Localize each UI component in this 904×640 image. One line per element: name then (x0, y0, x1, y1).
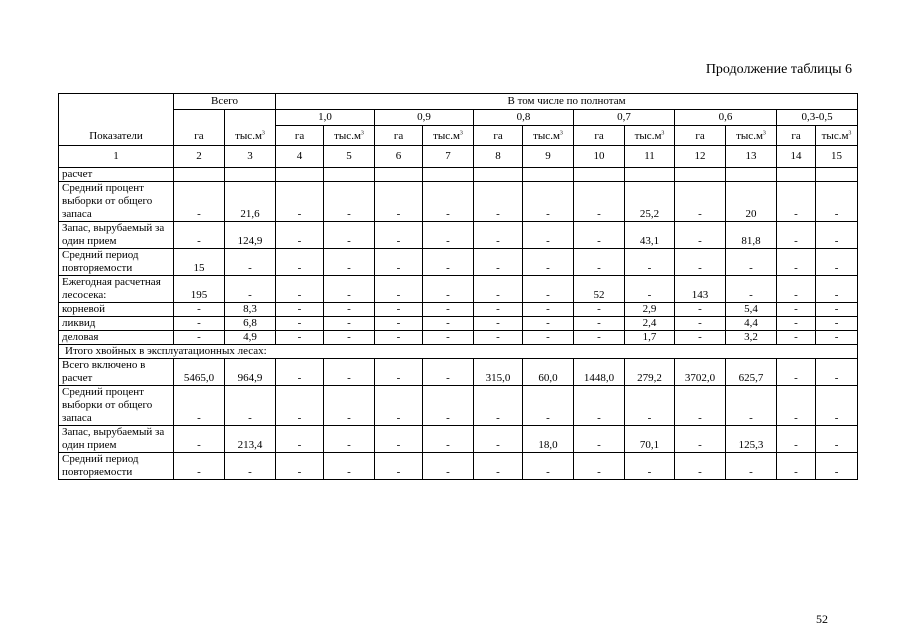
table-cell: - (423, 426, 474, 453)
table-cell: 20 (726, 182, 777, 222)
table-cell (625, 168, 675, 182)
table-cell: 1,7 (625, 331, 675, 345)
table-cell: - (423, 359, 474, 386)
header-unit-vol: $тыс.м^3$ (423, 126, 474, 146)
table-cell: - (324, 386, 375, 426)
table-cell: 3,2 (726, 331, 777, 345)
table-cell: 70,1 (625, 426, 675, 453)
table-cell: 60,0 (523, 359, 574, 386)
row-label: Средний период повторяемости (59, 453, 174, 480)
table-cell: - (523, 276, 574, 303)
table-cell (375, 168, 423, 182)
table-cell: 279,2 (625, 359, 675, 386)
table-cell: - (675, 426, 726, 453)
table-cell: - (324, 303, 375, 317)
column-number: 14 (777, 146, 816, 168)
table-cell: - (324, 359, 375, 386)
table-cell: - (225, 386, 276, 426)
table-cell: - (816, 331, 858, 345)
table-cell: - (174, 426, 225, 453)
header-density: 0,8 (474, 110, 574, 126)
table-cell (675, 168, 726, 182)
table-cell: - (816, 303, 858, 317)
table-row (59, 182, 858, 222)
table-cell: - (276, 182, 324, 222)
table-cell: 21,6 (225, 182, 276, 222)
table-cell: - (375, 317, 423, 331)
column-number: 7 (423, 146, 474, 168)
table-cell (816, 168, 858, 182)
table-cell: - (523, 303, 574, 317)
table-row (59, 249, 858, 276)
table-cell: - (324, 453, 375, 480)
header-unit-vol: $тыс.м^3$ (324, 126, 375, 146)
table-cell: - (675, 303, 726, 317)
table-cell (276, 168, 324, 182)
table-cell: - (523, 182, 574, 222)
table-cell: - (423, 453, 474, 480)
row-label: Средний процент выборки от общего запаса (59, 182, 174, 222)
table-cell: - (174, 453, 225, 480)
table-cell: - (225, 249, 276, 276)
table-cell: - (324, 222, 375, 249)
column-number: 9 (523, 146, 574, 168)
table-cell: - (675, 182, 726, 222)
table-cell: - (423, 222, 474, 249)
header-total: Всего (174, 94, 276, 110)
table-cell: - (276, 426, 324, 453)
table-cell: - (375, 249, 423, 276)
table-cell: - (777, 222, 816, 249)
table-row (59, 303, 858, 317)
table-cell: - (276, 249, 324, 276)
table-cell: - (625, 386, 675, 426)
table-cell: - (574, 453, 625, 480)
column-number: 4 (276, 146, 324, 168)
table-cell: - (523, 317, 574, 331)
table-cell: 625,7 (726, 359, 777, 386)
table-cell: 5465,0 (174, 359, 225, 386)
table-cell: - (574, 182, 625, 222)
table-caption: Продолжение таблицы 6 (705, 62, 852, 77)
table-cell: - (174, 303, 225, 317)
table-cell: - (816, 359, 858, 386)
table-cell: - (574, 303, 625, 317)
column-number: 1 (59, 146, 174, 168)
table-cell: - (675, 453, 726, 480)
table-row (59, 359, 858, 386)
header-density: 0,7 (574, 110, 675, 126)
table-cell: - (625, 249, 675, 276)
table-cell: - (423, 386, 474, 426)
table-cell: - (423, 317, 474, 331)
column-number: 5 (324, 146, 375, 168)
table-cell: - (777, 453, 816, 480)
row-label: Средний процент выборки от общего запаса (59, 386, 174, 426)
table-row (59, 331, 858, 345)
header-indicator: Показатели (59, 94, 174, 146)
table-cell: - (276, 222, 324, 249)
table-cell: - (523, 331, 574, 345)
header-unit-ha: га (675, 126, 726, 146)
table-cell: - (675, 222, 726, 249)
table-cell (174, 168, 225, 182)
table-cell: - (625, 276, 675, 303)
table-cell: - (675, 331, 726, 345)
table-cell: - (816, 182, 858, 222)
table-cell: 124,9 (225, 222, 276, 249)
header-unit-ha: га (375, 126, 423, 146)
table-cell: - (726, 386, 777, 426)
table-cell: 15 (174, 249, 225, 276)
table-row (59, 222, 858, 249)
row-label: деловая (59, 331, 174, 345)
table-cell: 964,9 (225, 359, 276, 386)
row-label: Всего включено в расчет (59, 359, 174, 386)
table-cell: - (423, 182, 474, 222)
table-cell: - (816, 386, 858, 426)
table-cell (726, 168, 777, 182)
table-cell: - (174, 317, 225, 331)
row-label: Средний период повторяемости (59, 249, 174, 276)
header-unit-vol: $тыс.м^3$ (726, 126, 777, 146)
table-cell: - (777, 182, 816, 222)
table-cell: 3702,0 (675, 359, 726, 386)
table-cell: - (777, 303, 816, 317)
table-cell: - (324, 331, 375, 345)
column-number: 8 (474, 146, 523, 168)
header-by-density: В том числе по полнотам (276, 94, 858, 110)
table-row (59, 386, 858, 426)
table-row (59, 426, 858, 453)
header-unit-vol: $тыс.м^3$ (225, 110, 276, 146)
table-cell: - (276, 317, 324, 331)
table-cell: - (174, 386, 225, 426)
table-row (59, 276, 858, 303)
column-number: 3 (225, 146, 276, 168)
table-cell: - (474, 222, 523, 249)
table-cell: - (225, 276, 276, 303)
table-cell: - (816, 249, 858, 276)
table-cell: - (777, 426, 816, 453)
table-cell: - (777, 331, 816, 345)
section-label: Итого хвойных в эксплуатационных лесах: (59, 345, 858, 359)
table-cell: - (523, 222, 574, 249)
table-cell (574, 168, 625, 182)
table-cell: - (375, 426, 423, 453)
table-cell: 1448,0 (574, 359, 625, 386)
table-cell: - (375, 182, 423, 222)
table-cell: 4,9 (225, 331, 276, 345)
table-cell: - (777, 386, 816, 426)
table-cell: - (225, 453, 276, 480)
table-cell: - (174, 182, 225, 222)
header-unit-vol: $тыс.м^3$ (816, 126, 858, 146)
column-number: 6 (375, 146, 423, 168)
table-cell: - (523, 386, 574, 426)
table-cell: - (474, 453, 523, 480)
table-cell: - (675, 317, 726, 331)
table-cell: - (324, 426, 375, 453)
table-cell: - (276, 386, 324, 426)
table-cell: 5,4 (726, 303, 777, 317)
table-cell: - (423, 303, 474, 317)
table-cell: - (474, 426, 523, 453)
column-number: 15 (816, 146, 858, 168)
table-cell: - (324, 276, 375, 303)
column-number: 2 (174, 146, 225, 168)
section-row (59, 345, 858, 359)
table-cell: 2,4 (625, 317, 675, 331)
table-cell (523, 168, 574, 182)
row-label: Запас, вырубаемый за один прием (59, 426, 174, 453)
table-cell: - (375, 453, 423, 480)
table-cell: - (816, 453, 858, 480)
table-cell: - (375, 222, 423, 249)
header-density: 1,0 (276, 110, 375, 126)
table-cell: - (423, 331, 474, 345)
table-cell: 195 (174, 276, 225, 303)
table-cell: - (523, 453, 574, 480)
row-label: расчет (59, 168, 174, 182)
table-cell: - (474, 276, 523, 303)
table-cell (423, 168, 474, 182)
row-label: корневой (59, 303, 174, 317)
table-cell: - (276, 331, 324, 345)
table-cell: 213,4 (225, 426, 276, 453)
table-cell: 81,8 (726, 222, 777, 249)
column-number: 13 (726, 146, 777, 168)
header-unit-ha: га (276, 126, 324, 146)
table-cell: 4,4 (726, 317, 777, 331)
table-cell: - (423, 276, 474, 303)
table-cell: - (625, 453, 675, 480)
column-number: 12 (675, 146, 726, 168)
table-cell: - (816, 317, 858, 331)
table-cell: - (174, 222, 225, 249)
row-label: Запас, вырубаемый за один прием (59, 222, 174, 249)
table-cell: 2,9 (625, 303, 675, 317)
header-unit-vol: $тыс.м^3$ (625, 126, 675, 146)
table-cell: - (726, 453, 777, 480)
table-cell: - (574, 331, 625, 345)
row-label: ликвид (59, 317, 174, 331)
header-unit-ha: га (777, 126, 816, 146)
table-cell: 6,8 (225, 317, 276, 331)
header-density: 0,9 (375, 110, 474, 126)
data-table (58, 93, 858, 480)
header-unit-ha: га (574, 126, 625, 146)
table-cell: - (777, 359, 816, 386)
table-cell: - (574, 386, 625, 426)
header-unit-ha: га (174, 110, 225, 146)
table-cell: - (276, 303, 324, 317)
table-cell: - (324, 249, 375, 276)
table-cell: - (777, 276, 816, 303)
table-cell: - (816, 426, 858, 453)
header-unit-ha: га (474, 126, 523, 146)
table-cell: 315,0 (474, 359, 523, 386)
table-cell: - (375, 303, 423, 317)
table-cell: - (474, 303, 523, 317)
column-number: 11 (625, 146, 675, 168)
table-cell: - (574, 249, 625, 276)
table-cell: - (474, 182, 523, 222)
table-cell (324, 168, 375, 182)
table-cell: - (474, 249, 523, 276)
table-cell (225, 168, 276, 182)
table-cell: - (474, 331, 523, 345)
table-row (59, 317, 858, 331)
table-cell: - (375, 331, 423, 345)
row-label: Ежегодная расчетная лесосека: (59, 276, 174, 303)
table-cell: - (324, 317, 375, 331)
table-cell: - (675, 386, 726, 426)
table-cell: - (375, 276, 423, 303)
header-density: 0,3-0,5 (777, 110, 858, 126)
table-cell: - (423, 249, 474, 276)
table-cell: 52 (574, 276, 625, 303)
column-number: 10 (574, 146, 625, 168)
table-cell: 143 (675, 276, 726, 303)
table-cell (777, 168, 816, 182)
table-cell: - (324, 182, 375, 222)
table-cell: - (375, 359, 423, 386)
table-row (59, 168, 858, 182)
table-cell: - (523, 249, 574, 276)
table-cell: 43,1 (625, 222, 675, 249)
table-cell: - (777, 249, 816, 276)
table-cell: 8,3 (225, 303, 276, 317)
table-cell: - (375, 386, 423, 426)
table-cell: - (816, 276, 858, 303)
table-cell: - (726, 276, 777, 303)
header-density: 0,6 (675, 110, 777, 126)
table-cell: - (777, 317, 816, 331)
table-cell: - (174, 331, 225, 345)
header-unit-vol: $тыс.м^3$ (523, 126, 574, 146)
table-cell: - (276, 359, 324, 386)
table-row (59, 453, 858, 480)
table-cell: - (474, 386, 523, 426)
page-number: 52 (816, 612, 828, 626)
table-cell: 125,3 (726, 426, 777, 453)
table-cell: - (816, 222, 858, 249)
table-cell: - (574, 222, 625, 249)
table-cell (474, 168, 523, 182)
table-cell: 18,0 (523, 426, 574, 453)
table-cell: - (726, 249, 777, 276)
table-cell: - (574, 426, 625, 453)
table-cell: - (574, 317, 625, 331)
table-cell: - (675, 249, 726, 276)
table-cell: 25,2 (625, 182, 675, 222)
table-cell: - (276, 276, 324, 303)
table-cell: - (276, 453, 324, 480)
table-cell: - (474, 317, 523, 331)
